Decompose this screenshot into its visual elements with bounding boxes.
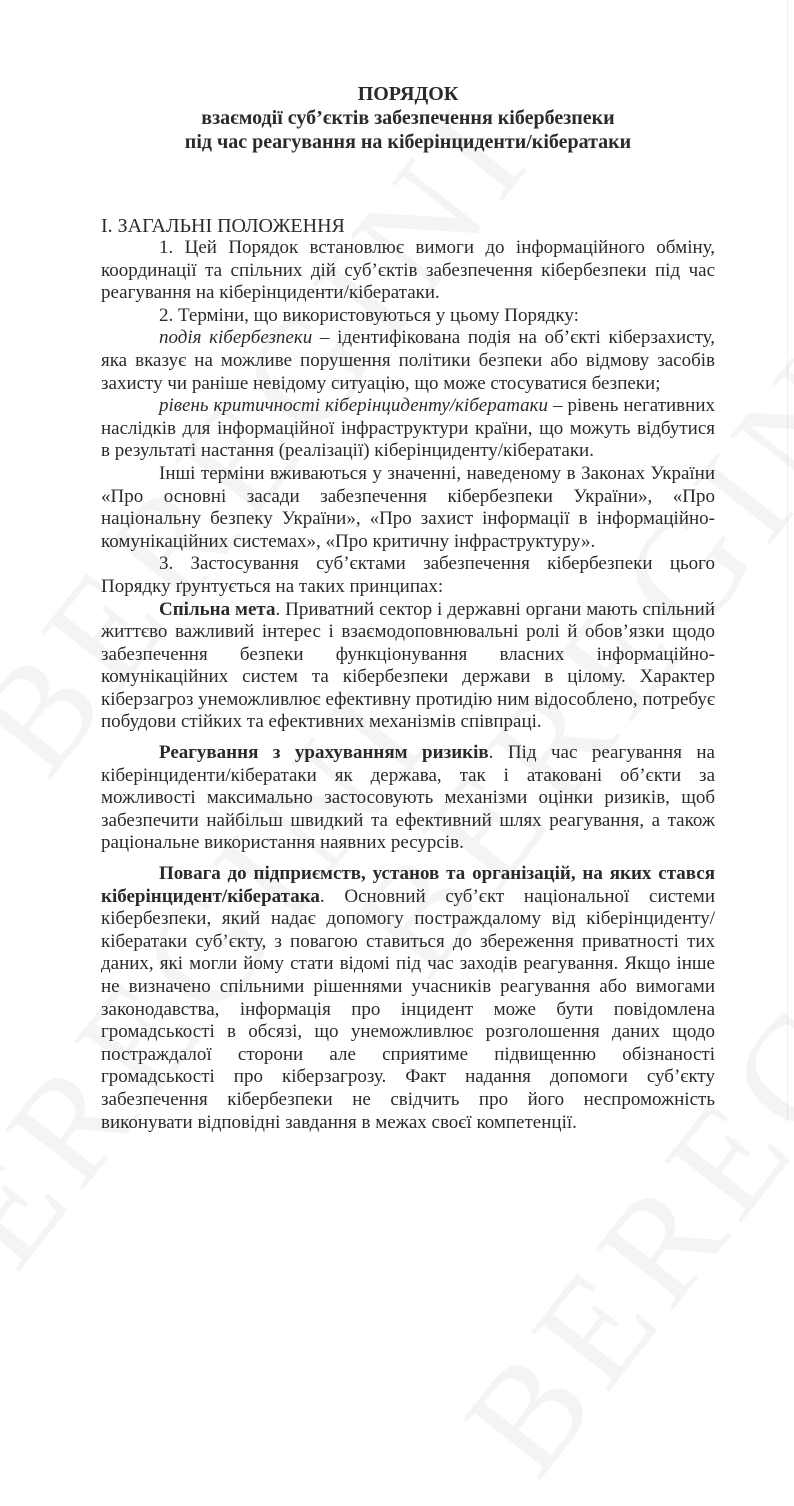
principle-text: . Приватний сектор і державні органи мають спільний життєво важливий інтерес і взаємодоповнювальні ролі й обов’язки щодо забезпечення безпеки функціонування власних інформаційно-комунікаційних систем та кібербезпеки держави в цілому. Характер кіберзагроз унеможливлює ефективну протидію ним відособлено, потребує побудови стійких та ефективних механізмів співпраці. bbox=[101, 598, 715, 733]
term-text: – рівень негативних наслідків для інформаційної інфраструктури країни, що можуть відбутися в результаті настання (реалізації) кіберінциденту/кібератаки. bbox=[101, 395, 715, 462]
document-subtitle-line-1: взаємодії суб’єктів забезпечення кібербезпеки bbox=[201, 107, 615, 129]
paragraph-2: 2. Терміни, що використовуються у цьому Порядку: bbox=[159, 304, 579, 326]
section-heading: І. ЗАГАЛЬНІ ПОЛОЖЕННЯ bbox=[101, 215, 345, 237]
term-definition-1 bbox=[101, 327, 715, 395]
document-title: ПОРЯДОК bbox=[357, 83, 459, 105]
term-text: – ідентифікована подія на об’єкті кіберзахисту, яка вказує на можливе порушення політики безпеки або відмову засобів захисту чи раніше невідому ситуацію, що може стосуватися безпеки; bbox=[101, 327, 715, 394]
principle-2 bbox=[101, 742, 715, 855]
paragraph-1: 1. Цей Порядок встановлює вимоги до інформаційного обміну, координації та спільних дій суб’єктів забезпечення кібербезпеки під час реагування на кіберінциденти/кібератаки. bbox=[101, 237, 715, 304]
paragraph-3: 3. Застосування суб’єктами забезпечення кібербезпеки цього Порядку ґрунтується на таких принципах: bbox=[101, 553, 715, 597]
principle-1 bbox=[101, 599, 715, 735]
principle-3 bbox=[101, 863, 715, 1134]
principle-text: . Основний суб’єкт національної системи кібербезпеки, який надає допомогу постраждалому від кіберінциденту/кібератаки суб’єкту, з повагою ставиться до збереження приватності тих даних, які могли йому стати відомі під час заходів реагування. Якщо інше не визначено спільними рішеннями учасників реагування або вимогами законодавства, інформація про інцидент може бути повідомлена громадськості в обсязі, що унеможливлює розголошення даних щодо постраждалої сторони але сприятиме підвищенню обізнаності громадськості про кіберзагрозу. Факт надання допомоги суб’єкту забезпечення кібербезпеки не свідчить про його неспроможність виконувати відповідні завдання в межах своєї компетенції. bbox=[101, 885, 715, 1133]
document-subtitle-line-2: під час реагування на кіберінциденти/кібератаки bbox=[184, 131, 632, 153]
term-definition-2 bbox=[101, 395, 715, 463]
principle-title: Спільна мета bbox=[159, 598, 276, 620]
document-page bbox=[101, 0, 715, 1134]
term-label: подія кібербезпеки bbox=[159, 327, 313, 349]
term-label: рівень критичності кіберінциденту/кібератаки bbox=[159, 395, 549, 417]
principle-title: Повага до підприємств, установ та організацій, на яких стався кіберінцидент/кібератака bbox=[101, 863, 715, 907]
title-block bbox=[101, 82, 715, 154]
principle-text: . Під час реагування на кіберінциденти/кібератаки як держава, так і атаковані об’єкти за можливості максимально застосовують механізми оцінки ризиків, щоб забезпечити найбільш швидкий та ефективний шлях реагування, а також раціональне використання наявних ресурсів. bbox=[101, 742, 715, 854]
page-edge-line bbox=[787, 0, 788, 1122]
paragraph-other-terms: Інші терміни вживаються у значенні, наведеному в Законах України «Про основні засади забезпечення кібербезпеки України», «Про національну безпеку України», «Про захист інформації в інформаційно-комунікаційних системах», «Про критичну інфраструктуру». bbox=[101, 462, 715, 552]
principle-title: Реагування з урахуванням ризиків bbox=[159, 742, 489, 764]
